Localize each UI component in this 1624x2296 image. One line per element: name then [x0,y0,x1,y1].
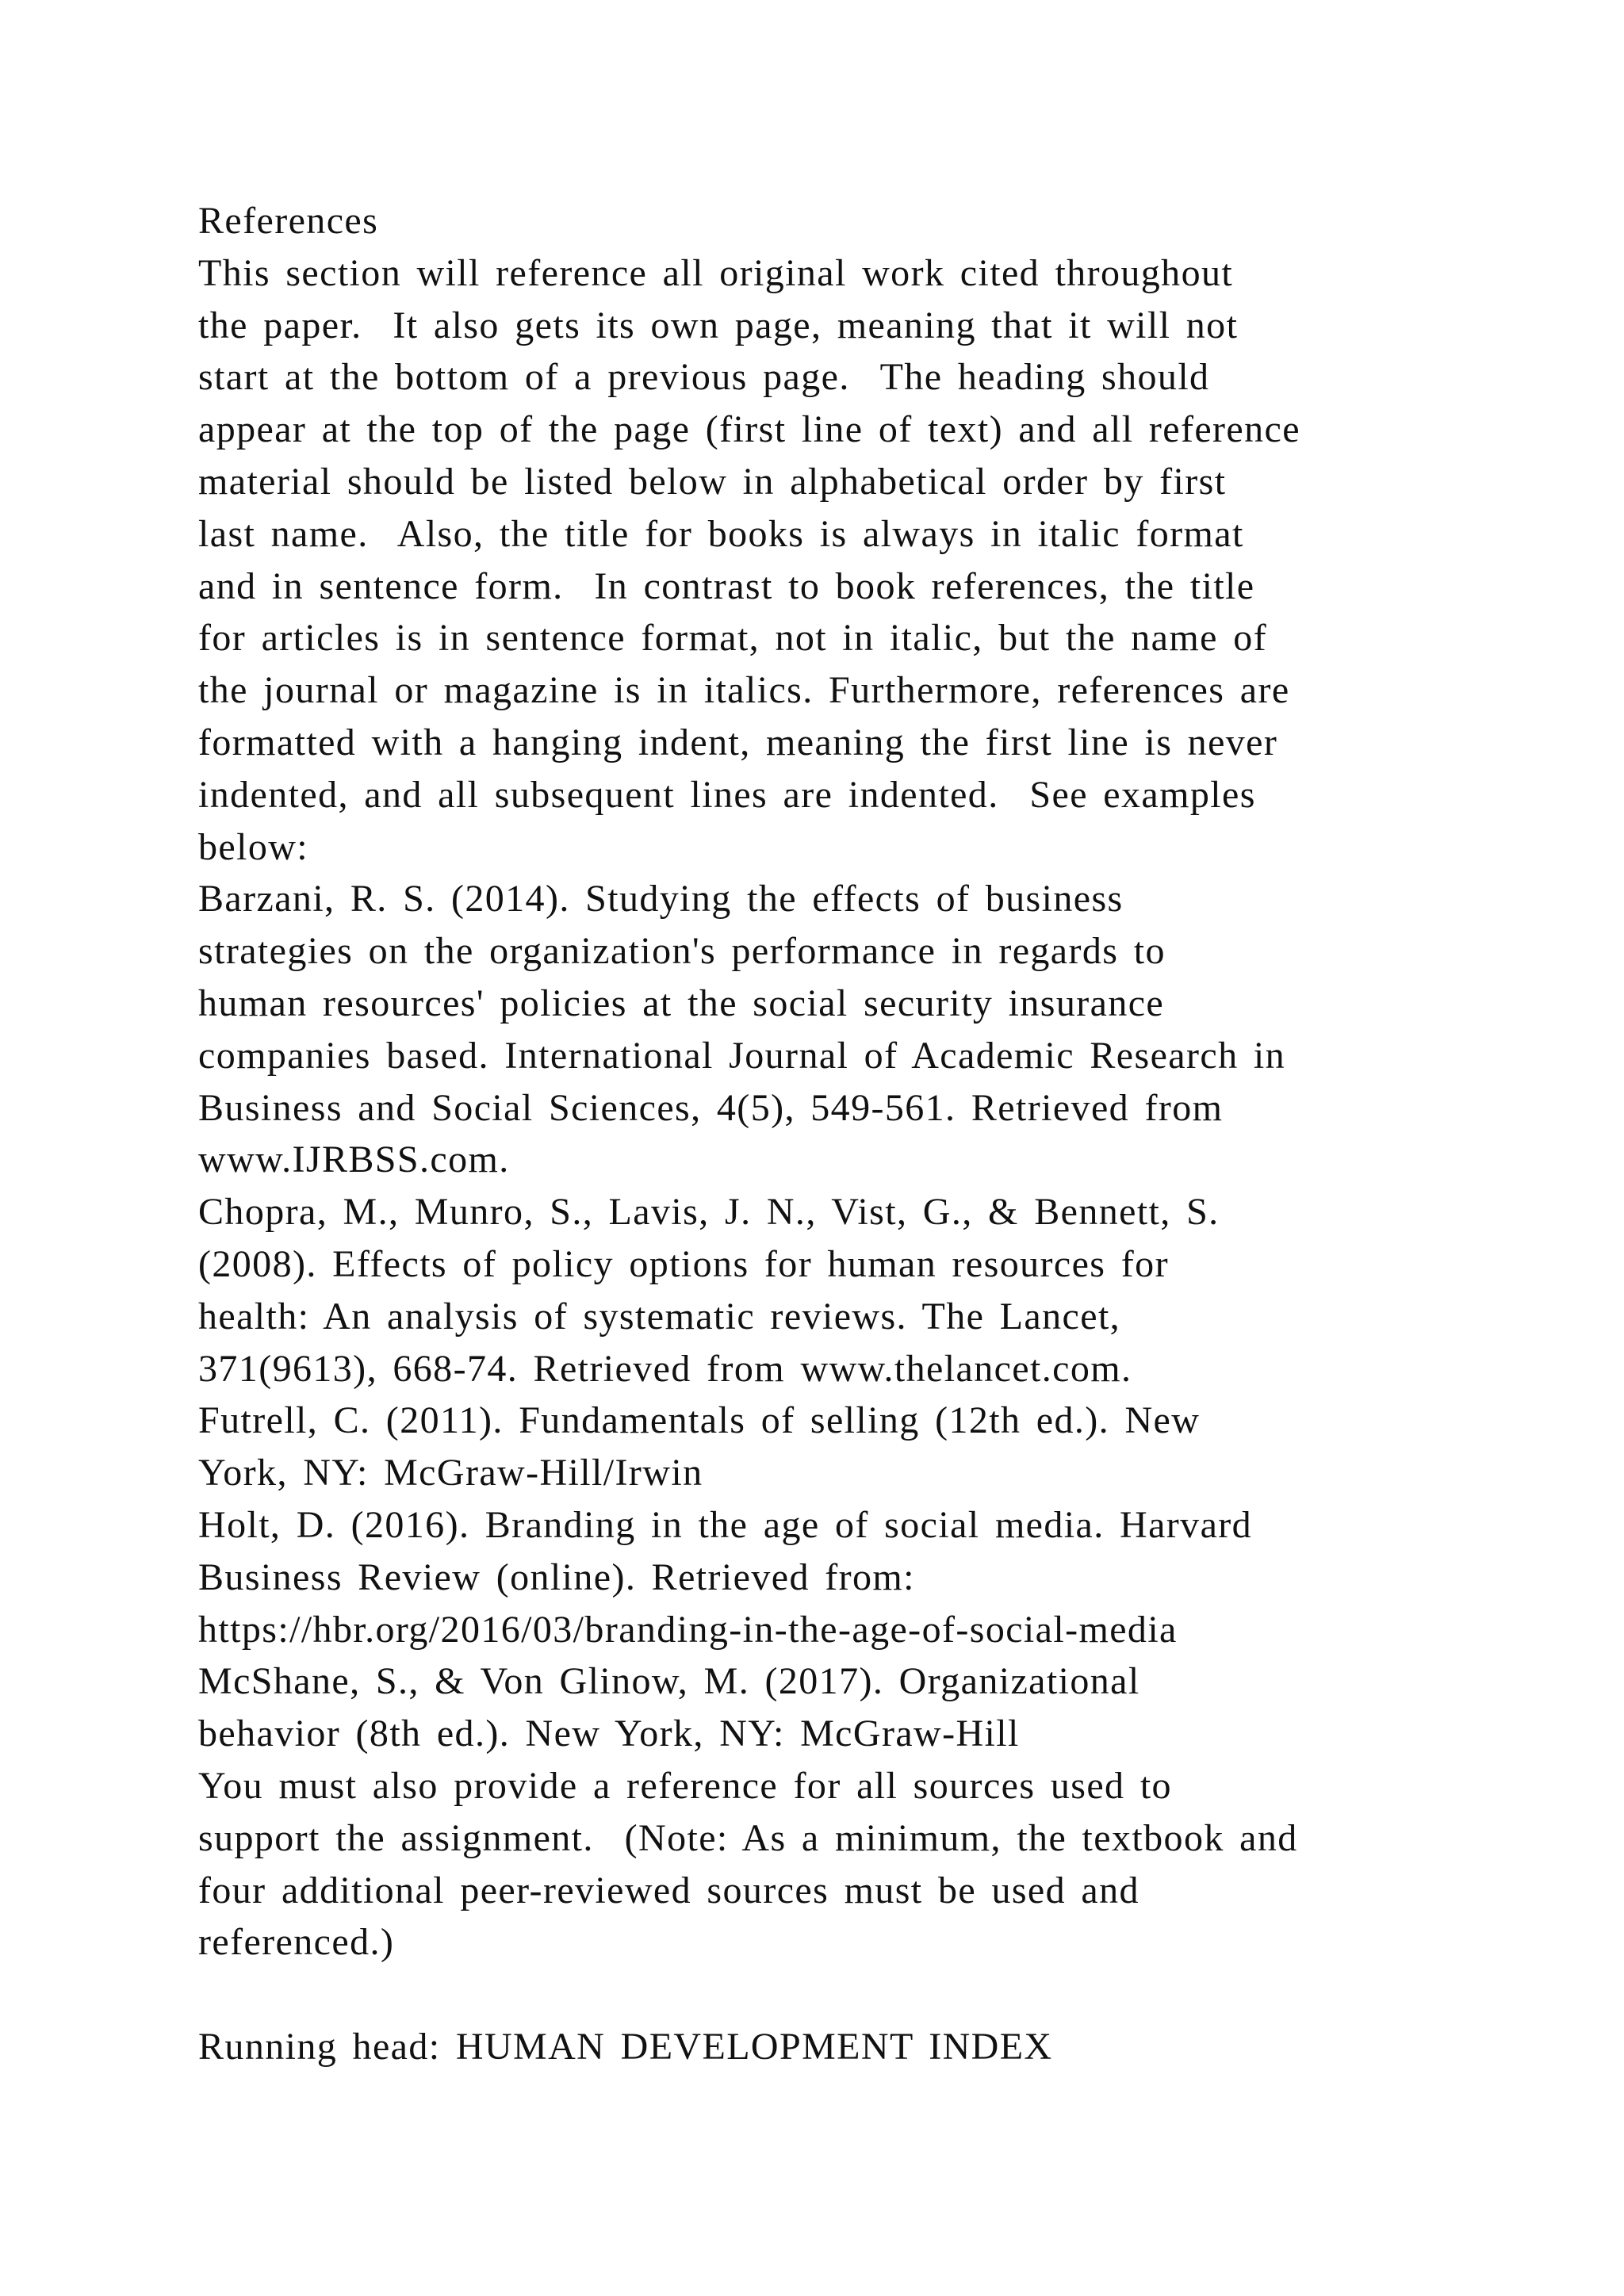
intro-line: the paper. It also gets its own page, meaning that it will not [198,304,1239,346]
reference-line: Business and Social Sciences, 4(5), 549-561. Retrieved from [198,1086,1224,1129]
reference-line: Chopra, M., Munro, S., Lavis, J. N., Vist, G., & Bennett, S. [198,1191,1220,1234]
reference-line: https://hbr.org/2016/03/branding-in-the-age-of-social-media [198,1608,1178,1651]
closing-line: support the assignment. (Note: As a minimum, the textbook and [198,1816,1298,1859]
reference-line: 371(9613), 668-74. Retrieved from www.thelancet.com. [198,1347,1132,1390]
references-heading: References [198,200,379,242]
blank-line [198,1969,1499,2021]
intro-line: last name. Also, the title for books is always in italic format [198,512,1244,555]
reference-line: Holt, D. (2016). Branding in the age of social media. Harvard [198,1503,1253,1546]
closing-line: four additional peer-reviewed sources must be used and [198,1869,1139,1911]
closing-line: referenced.) [198,1921,395,1964]
reference-entry-mcshane [198,1655,1499,1760]
running-head: Running head: HUMAN DEVELOPMENT INDEX [198,2025,1053,2068]
intro-paragraph [198,247,1499,874]
reference-line: McShane, S., & Von Glinow, M. (2017). Organizational [198,1660,1140,1703]
document-body [198,195,1499,2073]
reference-line: behavior (8th ed.). New York, NY: McGraw-Hill [198,1712,1020,1755]
reference-line: Barzani, R. S. (2014). Studying the effects of business [198,878,1124,920]
reference-line: (2008). Effects of policy options for human resources for [198,1242,1169,1285]
intro-line: This section will reference all original work cited throughout [198,251,1234,294]
intro-line: start at the bottom of a previous page. The heading should [198,356,1210,399]
reference-entry-barzani [198,873,1499,1186]
reference-entry-futrell [198,1395,1499,1499]
reference-line: www.IJRBSS.com. [198,1138,510,1181]
reference-entry-chopra [198,1186,1499,1395]
intro-line: appear at the top of the page (first line of text) and all reference [198,408,1300,451]
intro-line: indented, and all subsequent lines are indented. See examples [198,773,1256,816]
intro-line: the journal or magazine is in italics. Furthermore, references are [198,669,1290,712]
reference-line: Business Review (online). Retrieved from: [198,1556,915,1598]
reference-line: companies based. International Journal of Academic Research in [198,1034,1286,1077]
reference-line: human resources' policies at the social security insurance [198,982,1165,1024]
reference-line: strategies on the organization's performance in regards to [198,930,1166,973]
intro-line: for articles is in sentence format, not in italic, but the name of [198,617,1268,660]
intro-line: material should be listed below in alphabetical order by first [198,460,1227,503]
closing-line: You must also provide a reference for all sources used to [198,1764,1172,1807]
reference-line: health: An analysis of systematic reviews. The Lancet, [198,1295,1121,1337]
intro-line: and in sentence form. In contrast to book references, the title [198,564,1255,607]
intro-line: below: [198,825,309,868]
reference-line: York, NY: McGraw-Hill/Irwin [198,1452,703,1494]
reference-line: Futrell, C. (2011). Fundamentals of selling (12th ed.). New [198,1399,1201,1442]
closing-paragraph [198,1760,1499,1969]
reference-entry-holt [198,1499,1499,1655]
intro-line: formatted with a hanging indent, meaning the first line is never [198,721,1278,763]
